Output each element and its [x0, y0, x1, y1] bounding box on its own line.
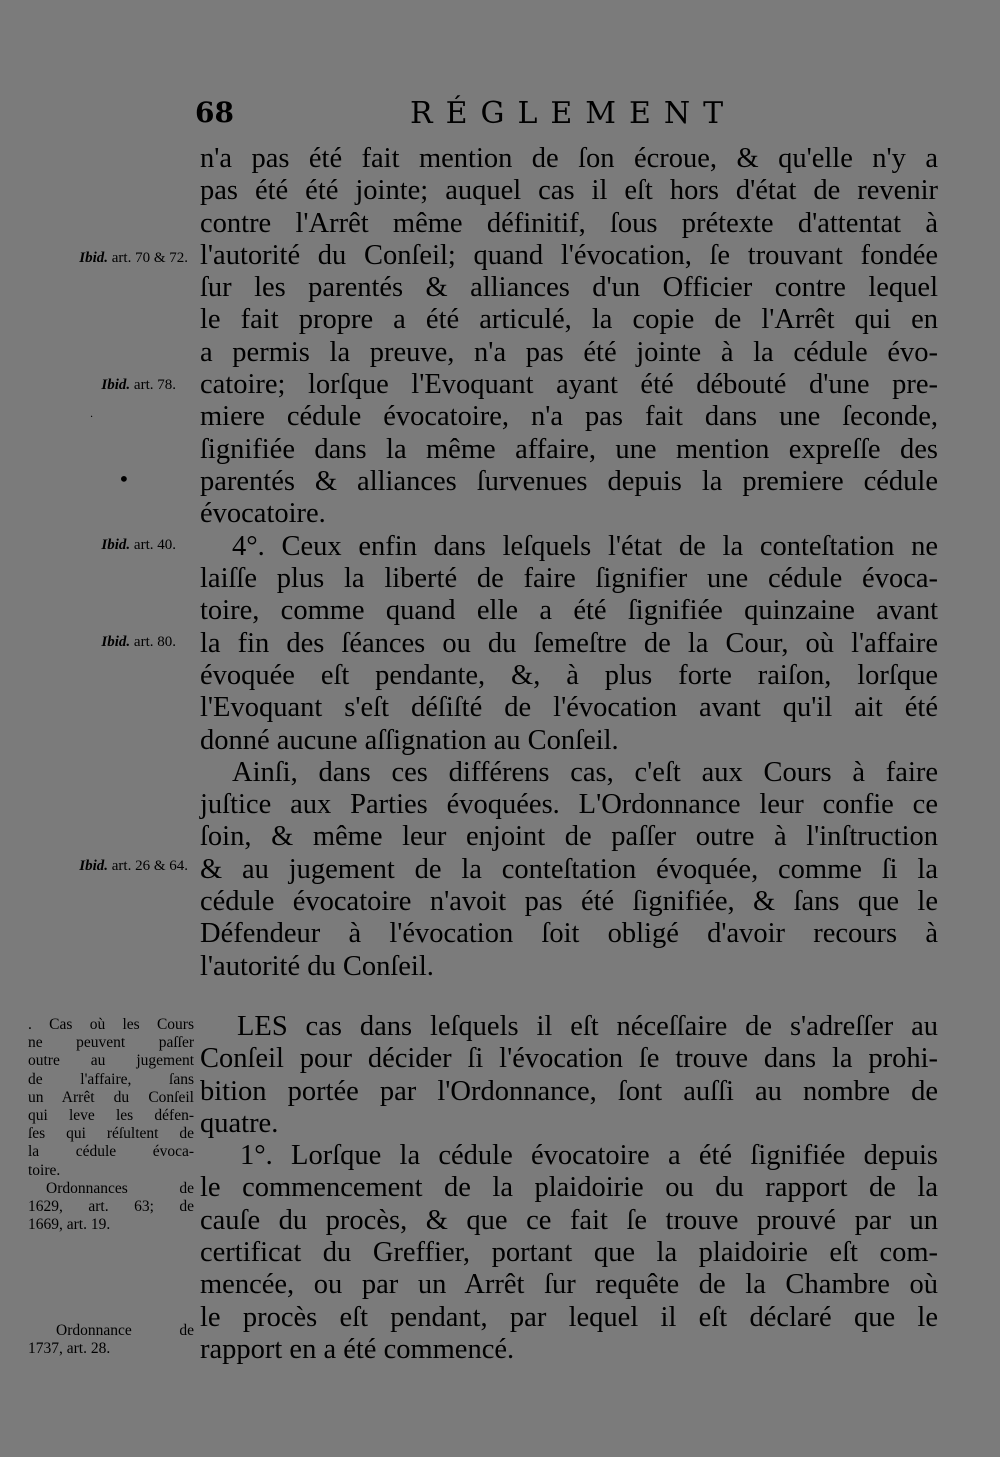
body-line: juſtice aux Parties évoquées. L'Ordonnance leur confie ce	[200, 789, 938, 820]
body-line: quatre.	[200, 1108, 279, 1139]
sidenote-line: ſes qui réſultent de	[28, 1125, 194, 1143]
sidenote-line: 1669, art. 19.	[28, 1216, 111, 1234]
body-line: donné aucune aſſignation au Conſeil.	[200, 725, 619, 756]
body-line: Défendeur à l'évocation ſoit obligé d'avoir recours à	[200, 918, 938, 949]
body-line: l'autorité du Conſeil; quand l'évocation, ſe trouvant fondée	[200, 240, 938, 271]
margin-ibid: Ibid.	[101, 537, 131, 553]
body-line: cédule évocatoire n'avoit pas été ſignifiée, & ſans que le	[200, 886, 938, 917]
body-line: parentés & alliances ſurvenues depuis la premiere cédule	[200, 466, 938, 497]
body-line: ſignifiée dans la même affaire, une mention expreſſe des	[200, 434, 938, 465]
margin-ibid: Ibid.	[101, 377, 131, 393]
sidenote-line: . Cas où les Cours	[28, 1016, 194, 1033]
body-line: le procès eſt pendant, par lequel il eſt déclaré que le	[200, 1302, 938, 1333]
body-line: Conſeil pour décider ſi l'évocation ſe trouve dans la prohi-	[200, 1043, 938, 1074]
body-line: l'autorité du Conſeil.	[200, 951, 434, 982]
margin-ref: art. 26 & 64.	[108, 858, 188, 874]
margin-ref: art. 40.	[130, 537, 176, 553]
body-line: laiſſe plus la liberté de faire ſignifier une cédule évoca-	[200, 563, 938, 594]
body-line: pas été été jointe; auquel cas il eſt hors d'état de revenir	[200, 175, 938, 206]
body-line: & au jugement de la conteſtation évoquée, comme ſi la	[200, 854, 938, 885]
sidenote	[28, 1016, 194, 1234]
body-line: le fait propre a été articulé, la copie de l'Arrêt qui en	[200, 304, 938, 335]
body-line: l'Evoquant s'eſt déſiſté de l'évocation avant qu'il ait été	[200, 692, 938, 723]
body-line: contre l'Arrêt même définitif, ſous prétexte d'attentat à	[200, 208, 938, 239]
body-line: certificat du Greffier, portant que la plaidoirie eſt com-	[200, 1237, 938, 1268]
stray-mark: •	[118, 467, 130, 491]
body-line: LES cas dans leſquels il eſt néceſſaire de s'adreſſer au	[237, 1011, 938, 1042]
body-line: toire, comme quand elle a été ſignifiée quinzaine avant	[200, 595, 938, 626]
margin-reference	[32, 858, 188, 875]
body-line: catoire; lorſque l'Evoquant ayant été débouté d'une pre-	[200, 369, 938, 400]
body-line: 1°. Lorſque la cédule évocatoire a été ſignifiée depuis	[240, 1140, 938, 1171]
page-number: 68	[195, 96, 234, 129]
body-line: n'a pas été fait mention de ſon écroue, & qu'elle n'y a	[200, 143, 938, 174]
margin-reference	[32, 250, 188, 267]
margin-ref: art. 78.	[130, 377, 176, 393]
margin-ref: art. 80.	[130, 634, 176, 650]
body-line: le commencement de la plaidoirie ou du rapport de la	[200, 1172, 938, 1203]
stray-mark: ·	[90, 412, 94, 423]
body-line: bition portée par l'Ordonnance, ſont auſſi au nombre de	[200, 1076, 938, 1107]
body-line: ſoin, & même leur enjoint de paſſer outre à l'inſtruction	[200, 821, 938, 852]
sidenote-line: outre au jugement	[28, 1052, 194, 1070]
body-line: la fin des ſéances ou du ſemeſtre de la Cour, où l'affaire	[200, 628, 938, 659]
sidenote-line: Ordonnances de	[46, 1179, 194, 1197]
sidenote-line: un Arrêt du Conſeil	[28, 1088, 194, 1106]
page-header	[195, 96, 940, 136]
running-title: RÉGLEMENT	[410, 96, 737, 131]
sidenote-line: 1737, art. 28.	[28, 1340, 111, 1358]
body-line: rapport en a été commencé.	[200, 1334, 515, 1365]
body-line: évoquée eſt pendante, &, à plus forte raiſon, lorſque	[200, 660, 938, 691]
sidenote-line: la cédule évoca-	[28, 1143, 194, 1161]
margin-ref: art. 70 & 72.	[108, 250, 188, 266]
margin-ibid: Ibid.	[79, 858, 108, 874]
sidenote-line: Ordonnance de	[56, 1322, 194, 1339]
margin-ibid: Ibid.	[101, 634, 131, 650]
body-line: 4°. Ceux enfin dans leſquels l'état de la conteſtation ne	[232, 531, 938, 562]
margin-ibid: Ibid.	[79, 250, 108, 266]
body-line: ſur les parentés & alliances d'un Officier contre lequel	[200, 272, 938, 303]
body-line: cauſe du procès, & que ce fait ſe trouve prouvé par un	[200, 1205, 938, 1236]
sidenote-line: qui leve les défen-	[28, 1107, 194, 1125]
margin-reference	[40, 377, 176, 394]
body-line: évocatoire.	[200, 498, 326, 529]
sidenote-line: 1629, art. 63; de	[28, 1198, 194, 1216]
body-line: mencée, ou par un Arrêt ſur requête de la Chambre où	[200, 1269, 938, 1300]
sidenote-line: toire.	[28, 1161, 61, 1179]
body-line: Ainſi, dans ces différens cas, c'eſt aux Cours à faire	[232, 757, 938, 788]
sidenote-line: de l'affaire, ſans	[28, 1070, 194, 1088]
sidenote	[28, 1322, 194, 1358]
margin-reference	[40, 537, 176, 554]
margin-reference	[40, 634, 176, 651]
sidenote-line: ne peuvent paſſer	[28, 1034, 194, 1052]
body-line: miere cédule évocatoire, n'a pas fait dans une ſeconde,	[200, 401, 938, 432]
body-line: a permis la preuve, n'a pas été jointe à la cédule évo-	[200, 337, 938, 368]
